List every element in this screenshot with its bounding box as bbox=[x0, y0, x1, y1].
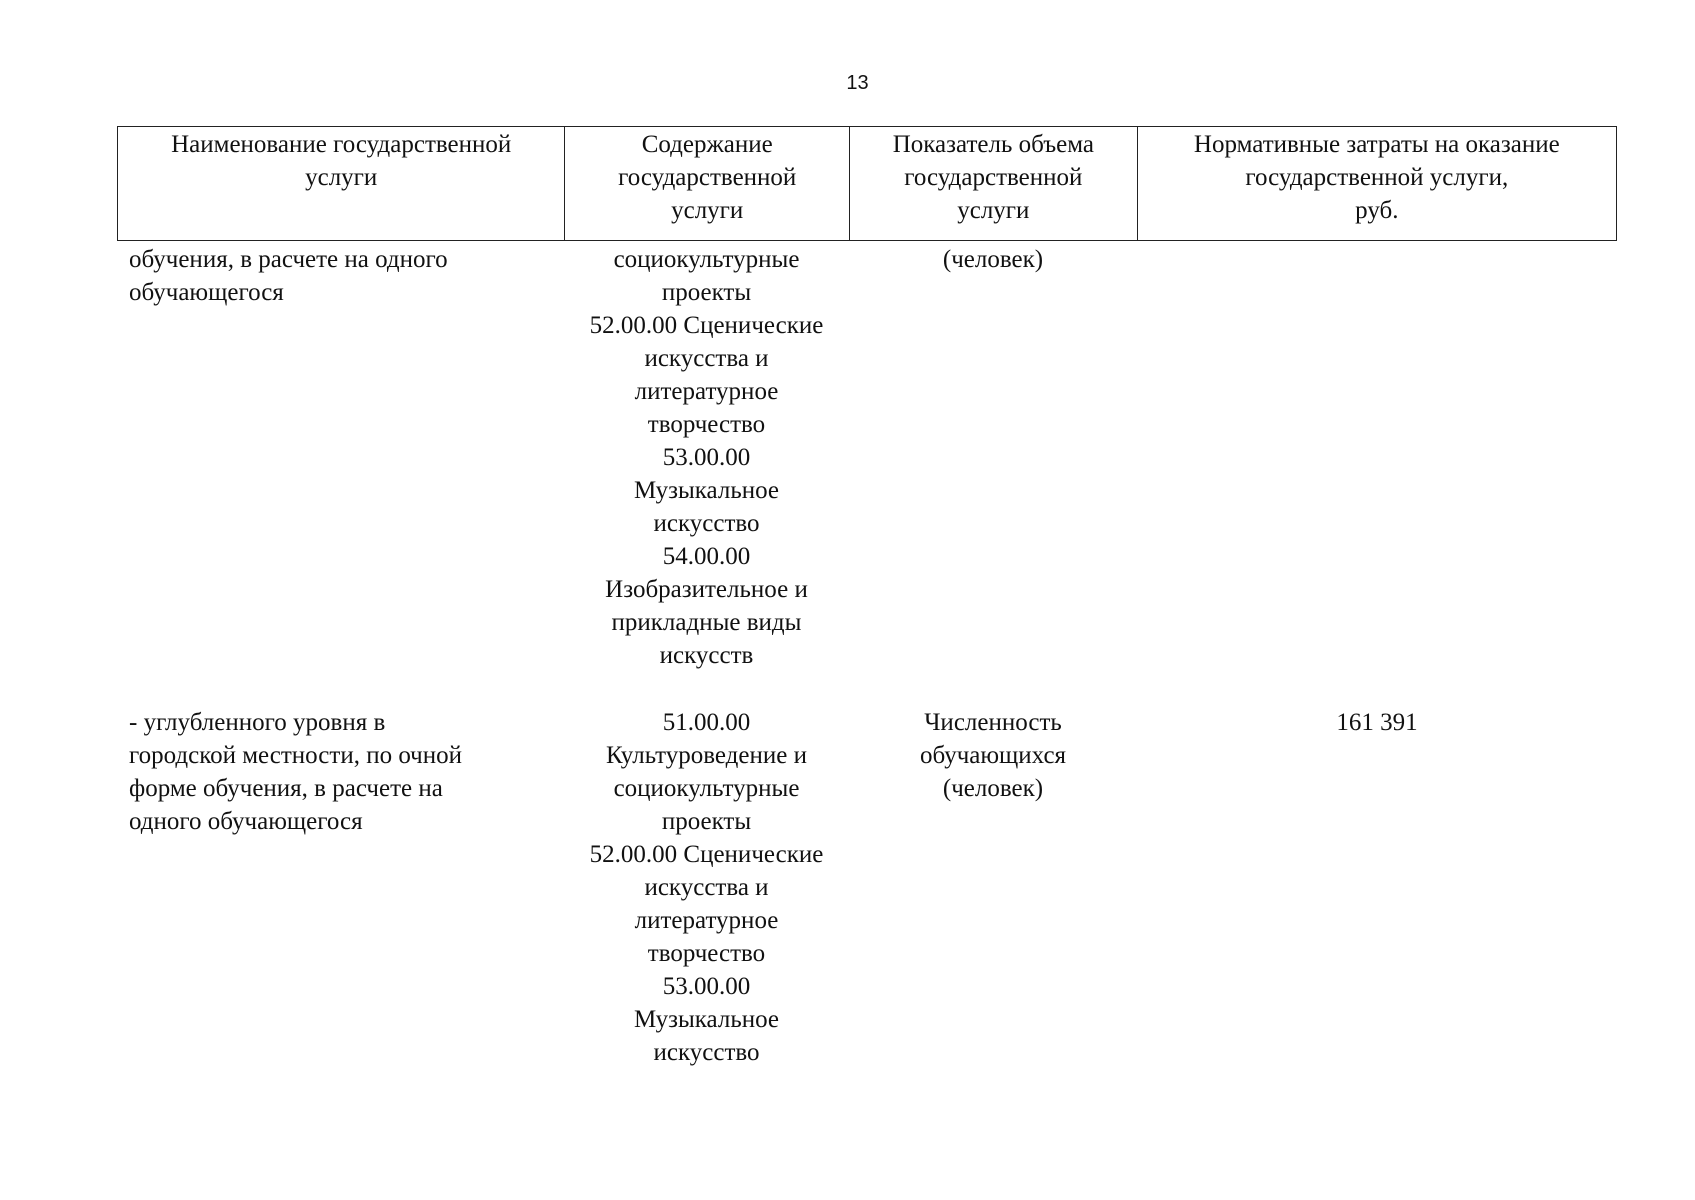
table-row bbox=[117, 243, 1617, 672]
header-volume-indicator: Показатель объема государственной услуги bbox=[849, 127, 1137, 240]
service-name-cell: - углубленного уровня в городской местности, по очной форме обучения, в расчете на одного обучающегося bbox=[129, 709, 463, 835]
header-service-name: Наименование государственной услуги bbox=[171, 131, 512, 191]
table-row bbox=[117, 706, 1617, 1069]
header-normative-costs: Нормативные затраты на оказание государственной услуги, руб. bbox=[1137, 127, 1616, 240]
service-content-cell: социокультурные проекты 52.00.00 Сценические искусства и литературное творчество 53.00.00 Музыкальное искусство 54.00.00 Изобразительное и прикладные виды искусств bbox=[589, 246, 824, 669]
table-header-row bbox=[117, 126, 1617, 241]
volume-indicator-cell: Численность обучающихся (человек) bbox=[919, 709, 1067, 802]
header-service-content: Содержание государственной услуги bbox=[564, 127, 849, 240]
page-number: 13 bbox=[846, 72, 869, 94]
service-content-cell: 51.00.00 Культуроведение и социокультурные проекты 52.00.00 Сценические искусства и литературное творчество 53.00.00 Музыкальное искусство bbox=[589, 709, 824, 1066]
normative-costs-table bbox=[117, 126, 1617, 1069]
normative-cost-cell bbox=[1137, 243, 1617, 672]
normative-cost-cell: 161 391 bbox=[1336, 709, 1418, 736]
service-name-cell: обучения, в расчете на одного обучающегося bbox=[129, 246, 448, 306]
volume-indicator-cell: (человек) bbox=[942, 246, 1044, 273]
